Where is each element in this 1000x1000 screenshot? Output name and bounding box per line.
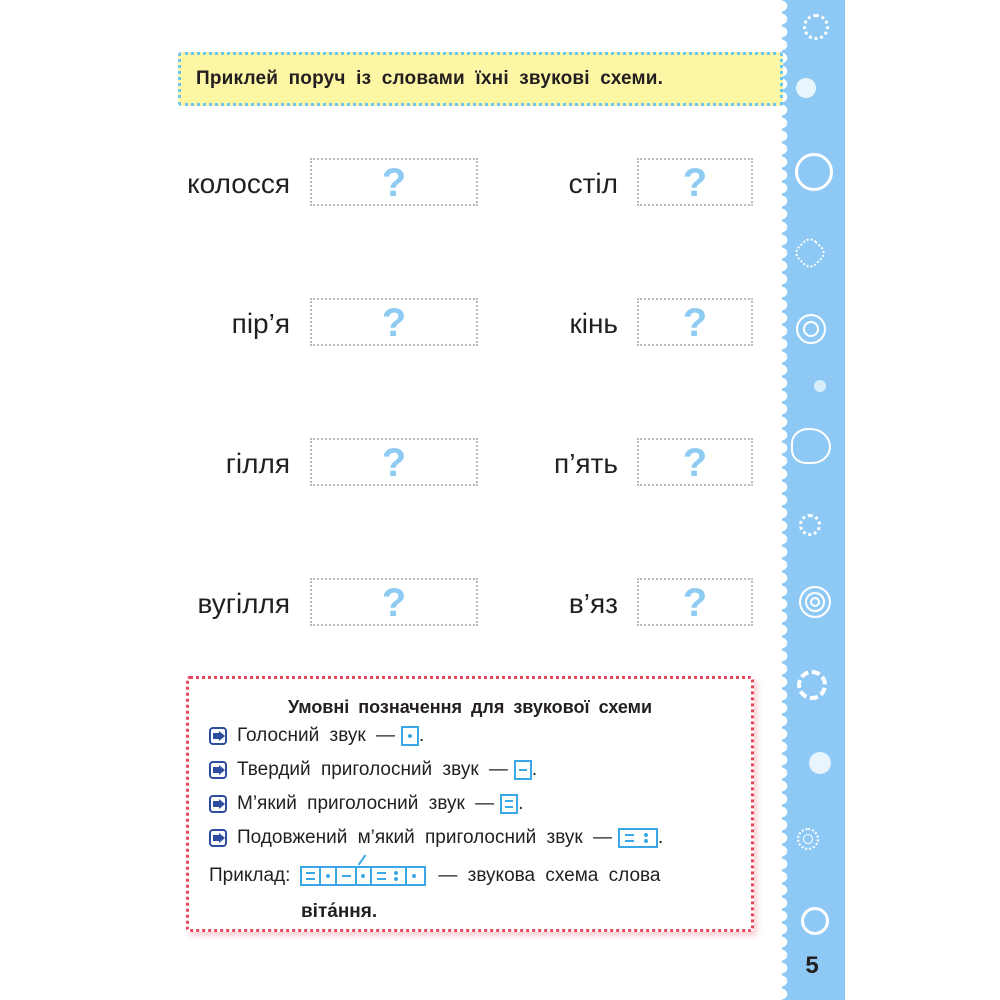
- question-mark: ?: [682, 581, 708, 625]
- question-mark: ?: [381, 581, 407, 625]
- ring-icon: [795, 153, 833, 191]
- triple-ring-icon: [799, 586, 831, 618]
- dotted-ring-icon: [803, 14, 829, 40]
- word-left-1: колосся: [187, 168, 290, 199]
- example-sound-scheme-icon: [300, 866, 426, 886]
- question-mark: ?: [381, 441, 407, 485]
- instruction-text: Приклей поруч із словами їхні звукові схеми.: [196, 68, 664, 89]
- sticker-slot-right-1[interactable]: [637, 158, 753, 206]
- question-mark: ?: [682, 161, 708, 205]
- dashed-ring-icon: [797, 670, 827, 700]
- hard-consonant-symbol-icon: [514, 760, 532, 780]
- arrow-right-icon: [209, 795, 227, 813]
- word-right-2: кінь: [569, 308, 618, 339]
- legend-title: Умовні позначення для звукової схеми: [287, 697, 653, 717]
- question-mark: ?: [381, 161, 407, 205]
- page-number: 5: [805, 952, 819, 979]
- word-right-1: стіл: [568, 168, 618, 199]
- instruction-banner: [178, 52, 783, 106]
- legend-item-soft-consonant: М’який приголосний звук — .: [209, 793, 523, 815]
- soft-consonant-symbol-icon: [500, 794, 518, 814]
- dot-icon: [796, 78, 816, 98]
- question-mark: ?: [682, 441, 708, 485]
- arrow-right-icon: [209, 761, 227, 779]
- blob-outline-icon: [791, 428, 831, 464]
- legend-item-hard-consonant: Твердий приголосний звук — .: [209, 759, 537, 781]
- long-soft-consonant-symbol-icon: [618, 828, 658, 848]
- arrow-right-icon: [209, 829, 227, 847]
- small-dot-icon: [814, 380, 826, 392]
- legend-example-word: віта́ння.: [301, 901, 378, 922]
- side-decor-strip: [782, 0, 845, 1000]
- vowel-symbol-icon: [401, 726, 419, 746]
- dotted-circle-icon: [799, 514, 821, 536]
- word-left-3: гілля: [225, 448, 290, 479]
- double-ring-icon: [796, 314, 826, 344]
- word-left-4: вугілля: [197, 588, 290, 619]
- scalloped-edge: [776, 0, 788, 1000]
- word-right-4: в’яз: [568, 588, 618, 619]
- sticker-slot-right-3[interactable]: [637, 438, 753, 486]
- dot-icon-2: [809, 752, 831, 774]
- question-mark: ?: [682, 301, 708, 345]
- sticker-slot-right-2[interactable]: [637, 298, 753, 346]
- sticker-slot-right-4[interactable]: [637, 578, 753, 626]
- legend-example: Приклад: — звукова схема слова: [209, 865, 660, 887]
- word-right-3: п’ять: [554, 448, 618, 479]
- sticker-slot-left-4[interactable]: [310, 578, 478, 626]
- sticker-slot-left-2[interactable]: [310, 298, 478, 346]
- arrow-right-icon: [209, 727, 227, 745]
- sticker-slot-left-1[interactable]: [310, 158, 478, 206]
- question-mark: ?: [381, 301, 407, 345]
- ring-icon-2: [801, 907, 829, 935]
- legend-item-long-soft-consonant: Подовжений м’який приголосний звук — .: [209, 827, 663, 849]
- legend-item-vowel: Голосний звук — .: [209, 725, 424, 747]
- sticker-slot-left-3[interactable]: [310, 438, 478, 486]
- swirl-icon: [797, 828, 819, 850]
- word-left-2: пір’я: [231, 308, 290, 339]
- legend-box: [186, 676, 754, 932]
